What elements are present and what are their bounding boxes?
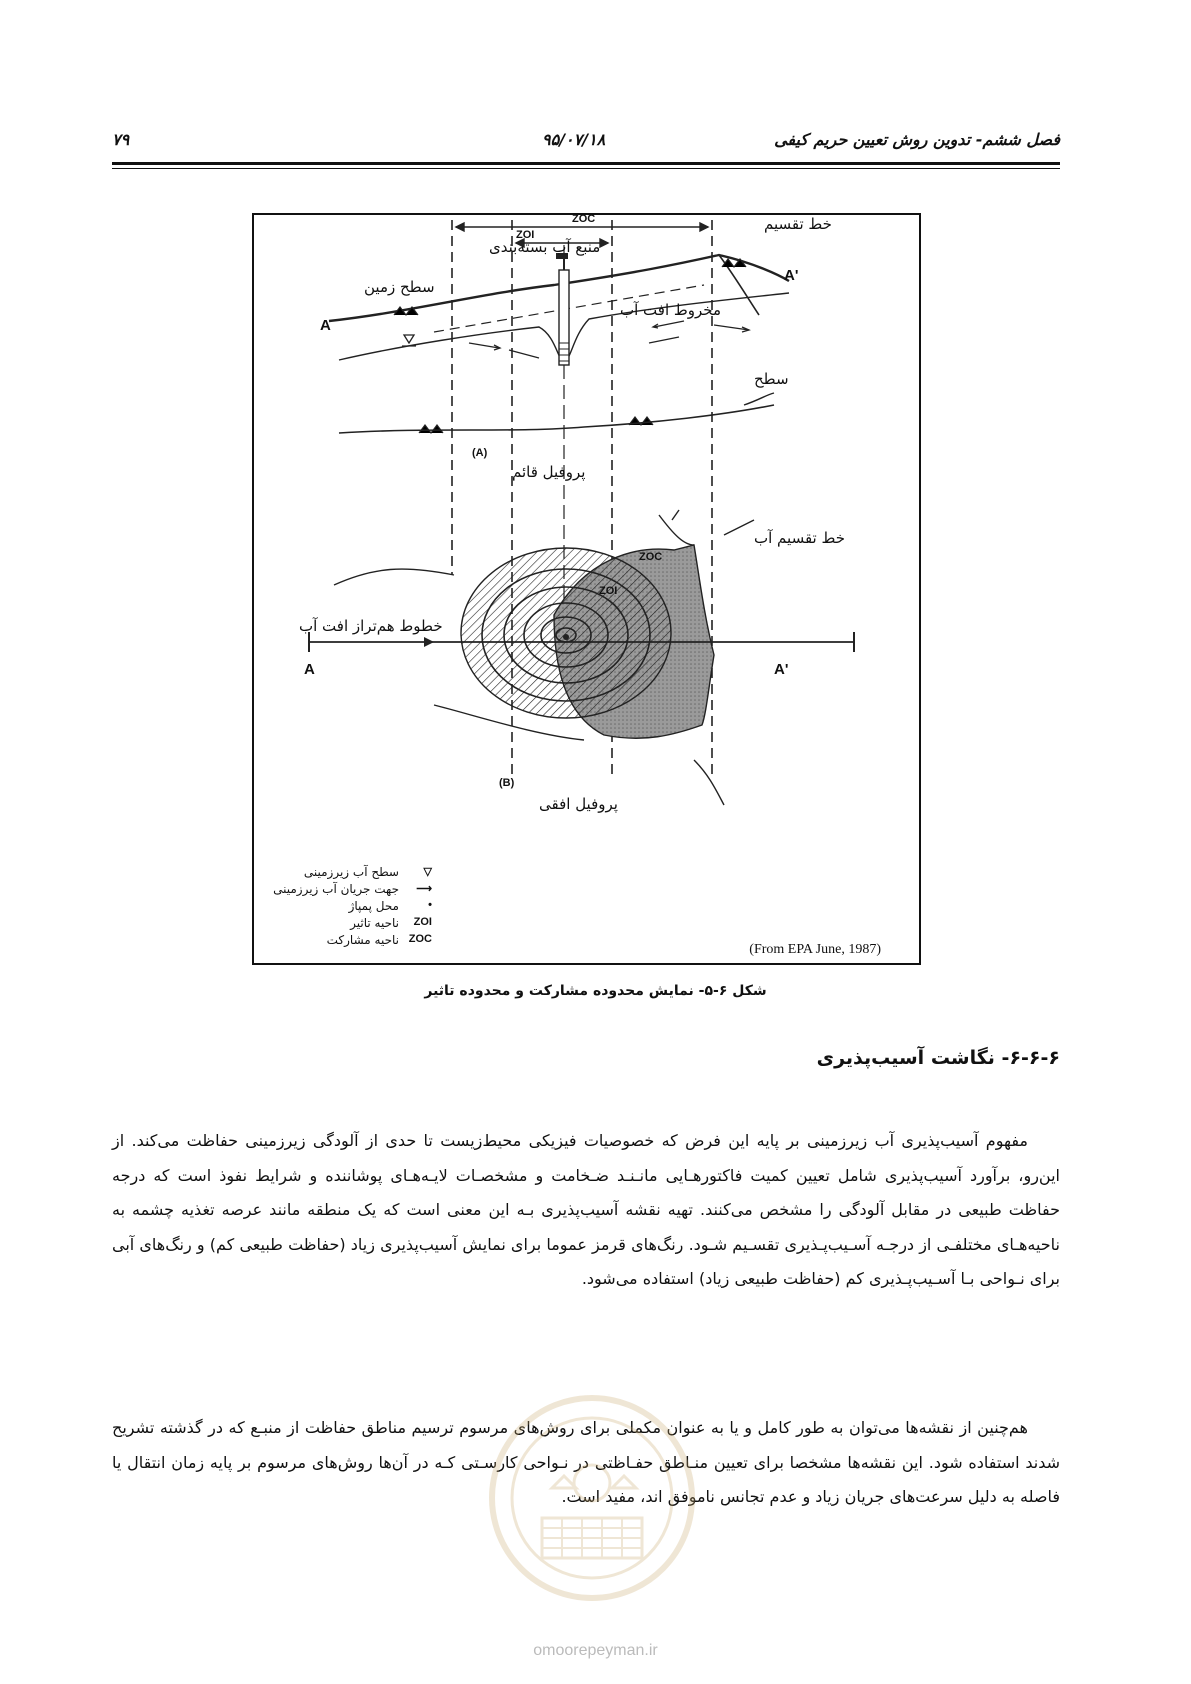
header-date: ۹۵/۰۷/۱۸: [542, 130, 606, 149]
zoc-dimension-label: ZOC: [572, 213, 596, 225]
label-divide: خط تقسیم: [764, 215, 832, 233]
zoi-symbol: ZOI: [413, 916, 432, 928]
legend-item: سطح آب زیرزمینی ▽: [303, 865, 432, 879]
label-drawdown-cone: مخروط افت آب: [620, 301, 722, 319]
figure-drawing: [254, 215, 919, 963]
label-vertical-profile: پروفیل قائم: [512, 463, 586, 481]
panel-a-label: (A): [472, 447, 488, 459]
legend-item: ناحیه تاثیر ZOI: [350, 916, 432, 930]
label-bottled-source: منبع آب بسته‌بندی: [489, 238, 601, 256]
zoi-plan-label: ZOI: [599, 585, 618, 597]
label-water-divide: خط تقسیم آب: [754, 529, 845, 547]
water-table-icon: ▽: [423, 866, 432, 878]
figure-zoc-zoi: [252, 213, 921, 965]
pump-point-icon: •: [428, 899, 432, 911]
watermark-url: omoorepeyman.ir: [533, 1642, 658, 1659]
a-prime-top-label: A': [784, 267, 799, 284]
a-prime-bottom-label: A': [774, 661, 789, 678]
zoi-dimension-label: ZOI: [516, 229, 535, 241]
section-title: ۶-۶-۶- نگاشت آسیب‌پذیری: [816, 1047, 1060, 1069]
chapter-title: فصل ششم- تدوین روش تعیین حریم کیفی: [774, 130, 1060, 149]
zoc-symbol: ZOC: [408, 933, 432, 945]
header-rule-thin: [112, 168, 1060, 169]
legend-item: ناحیه مشارکت ZOC: [326, 933, 432, 947]
legend-item: جهت جریان آب زیرزمینی ⟶: [273, 882, 432, 896]
page-number: ۷۹: [112, 130, 130, 149]
zoc-plan-label: ZOC: [639, 551, 663, 563]
paragraph: مفهوم آسیب‌پذیری آب زیرزمینی بر پایه این فرض که خصوصیات فیزیکی محیط‌زیست تا حدی از آلودگی زیرزمینی حفاظت می‌کند. از این‌رو، برآورد آسیب‌پذیری شامل تعیین کمیت فاکتورهـایی مانـنـد ضـخامت و مشخصـات لایـه‌هـای پوشاننده و شرایط نفوذ است که درجه حفاظت طبیعی در مقابل آلودگی را مشخص می‌کنند. تهیه نقشه آسیب‌پذیری بـه این معنی است که یک منطقه مانند عرصه تغذیه چشمه به ناحیه‌هـای مختلفـی از درجـه آسـیب‌پـذیری تقسـیم شـود. رنگ‌های قرمز عموما برای نمایش آسیب‌پذیری زیاد (حفاظت طبیعی کم) و رنگ‌های آبی برای نـواحی بـا آسـیب‌پـذیری کم (حفاظت طبیعی زیاد) استفاده می‌شود.: [112, 1131, 1060, 1288]
figure-source: (From EPA June, 1987): [749, 942, 881, 957]
label-drawdown-contours: خطوط هم‌تراز افت آب: [299, 617, 443, 635]
label-horizontal-profile: پروفیل افقی: [539, 795, 618, 813]
paragraph: هم‌چنین از نقشه‌ها می‌توان به طور کامل و یا به عنوان مکملی برای روش‌های مرسوم ترسیم مناطق حفاظت از منبـع که در گذشته تشریح شدند استفاده شود. این نقشه‌ها مشخصا برای تعیین منـاطق حفـاظتی در نـواحی کارسـتی کـه در آن‌ها روش‌های مرسوم بر پایه زمان انتقال یا فاصله به دلیل سرعت‌های جریان زیاد و عدم تجانس ناموفق اند، مفید است.: [112, 1418, 1060, 1506]
watermark-seal: [482, 1388, 702, 1608]
flow-arrow-icon: ⟶: [416, 883, 432, 895]
legend-item: محل پمپاژ •: [348, 899, 432, 913]
page-header: [112, 130, 1060, 160]
panel-b-label: (B): [499, 777, 515, 789]
header-rule-thick: [112, 162, 1060, 165]
a-top-label: A: [320, 317, 331, 334]
a-bottom-label: A: [304, 661, 315, 678]
label-ground-surface: سطح زمین: [364, 278, 435, 296]
label-level: سطح: [754, 370, 789, 388]
figure-legend: [274, 865, 444, 950]
figure-caption: شکل ۶-۵- نمایش محدوده مشارکت و محدوده تاثیر: [424, 983, 767, 999]
